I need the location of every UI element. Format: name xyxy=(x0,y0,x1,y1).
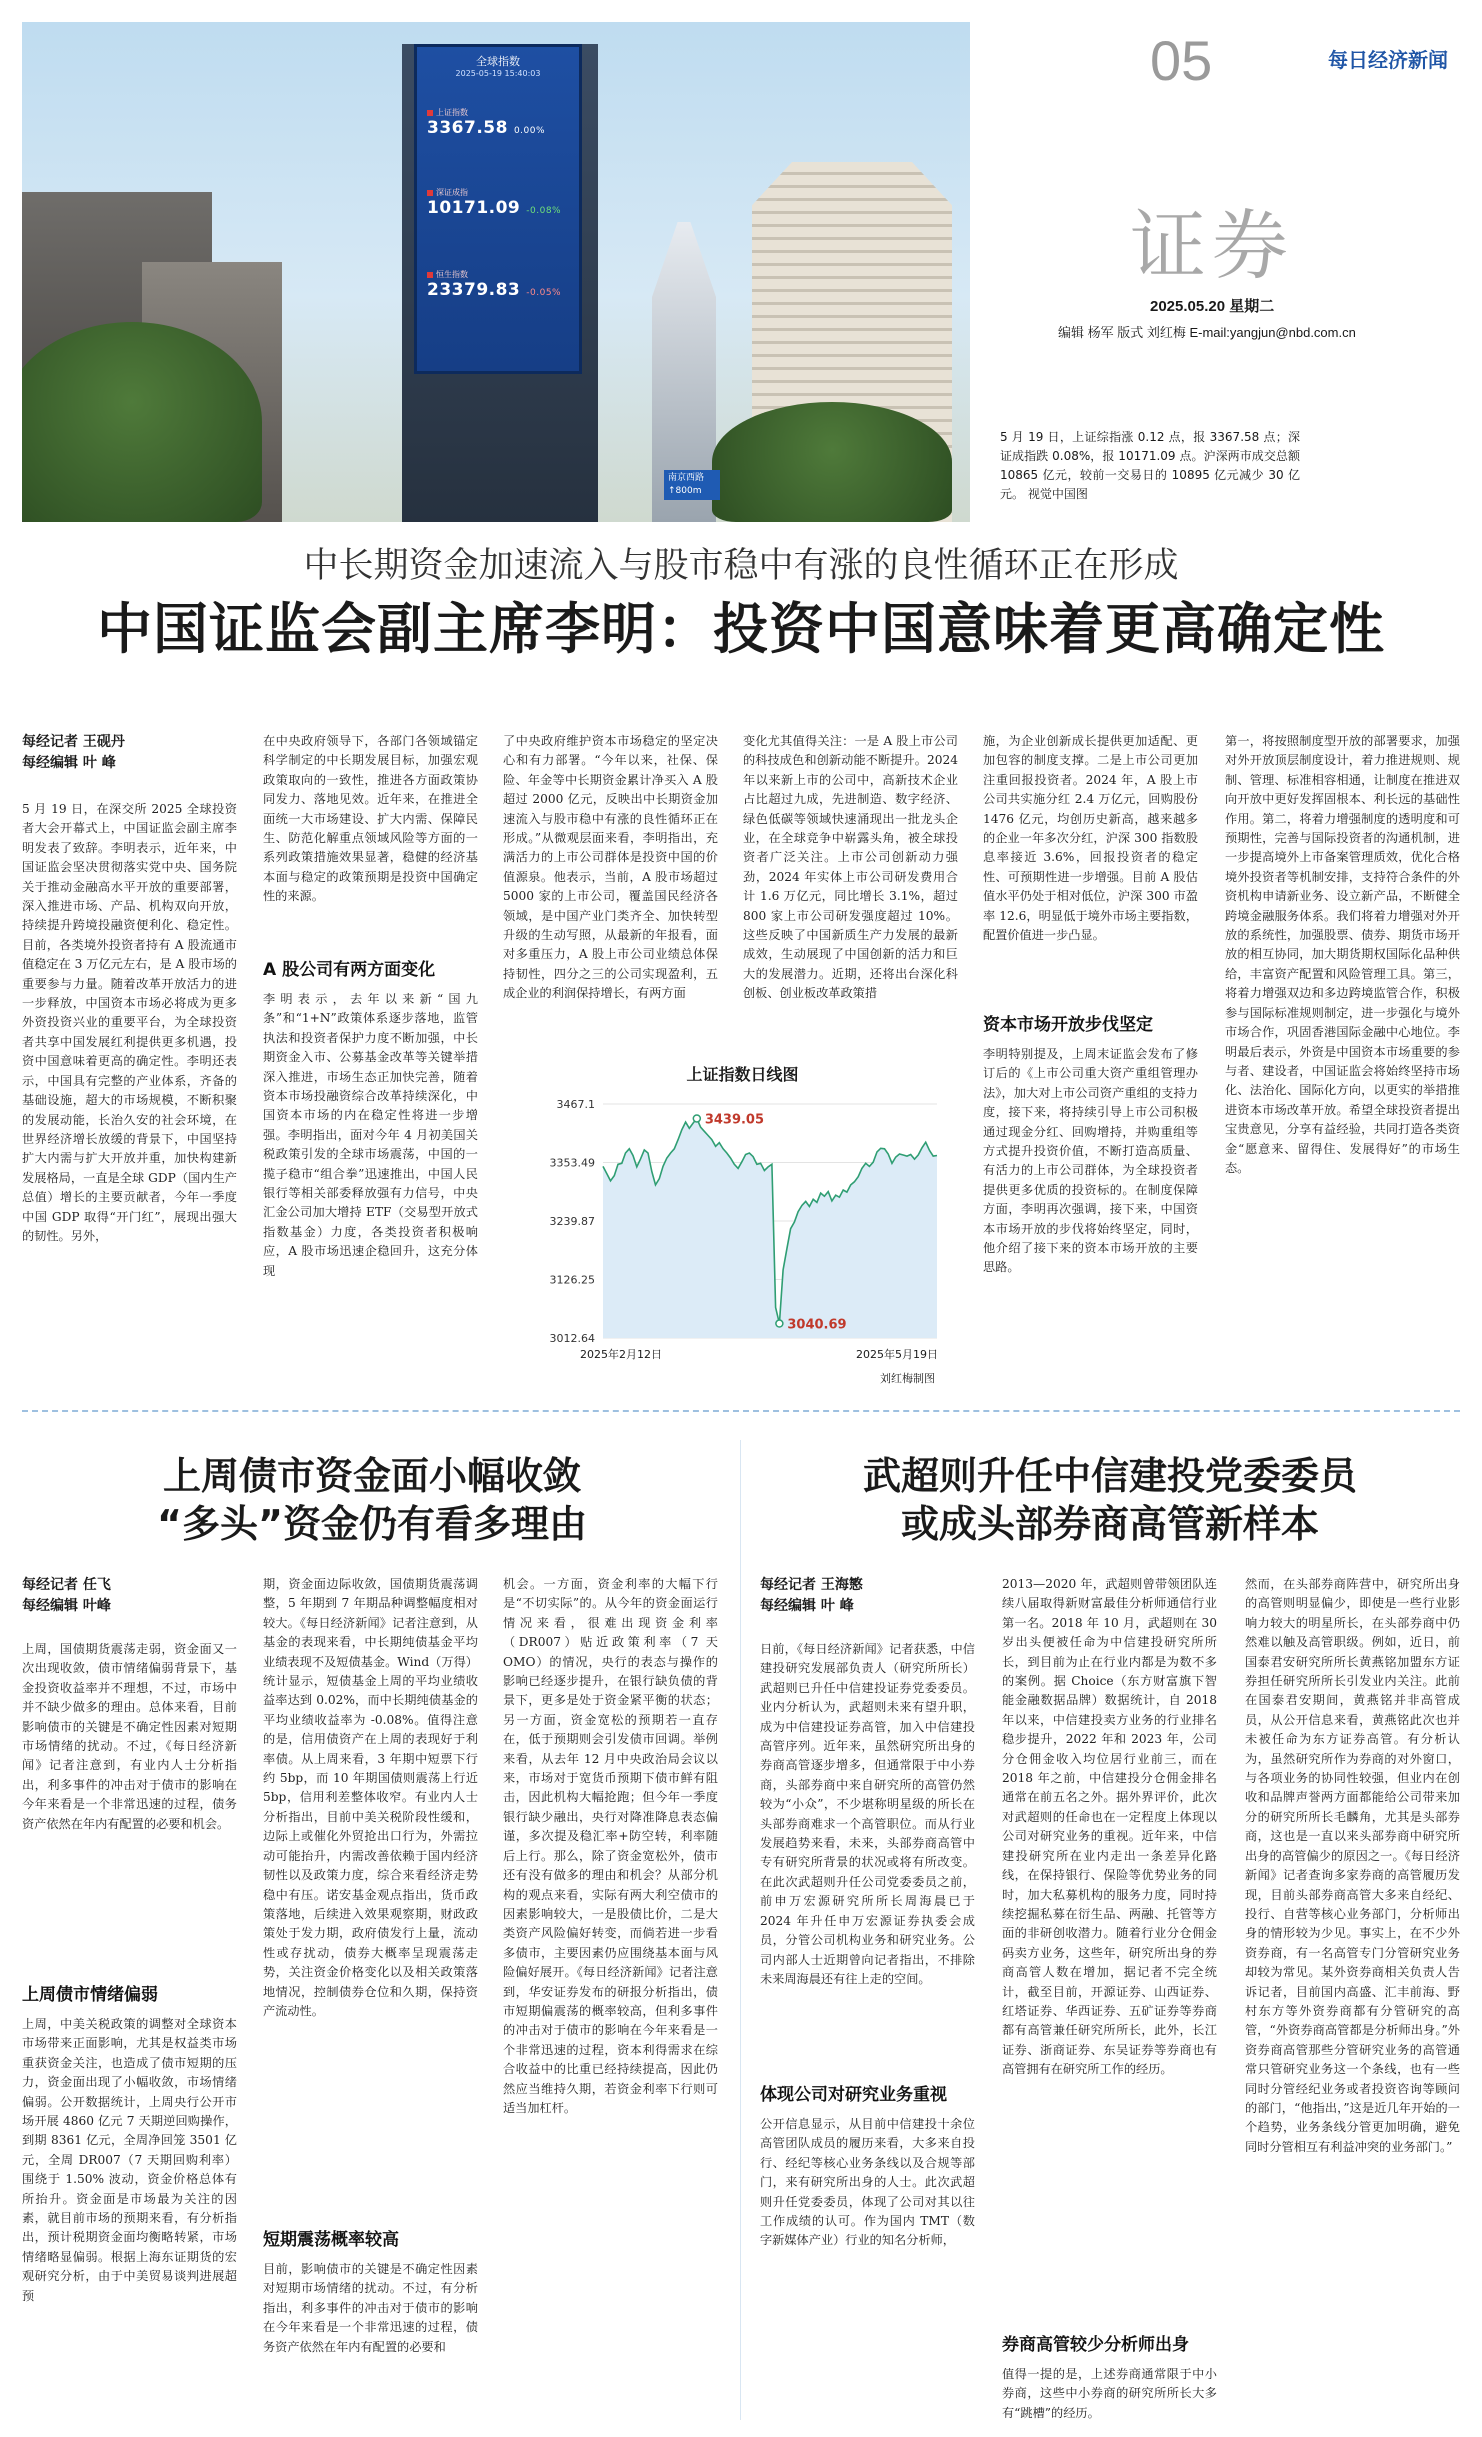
bonds-col3: 机会。一方面，资金利率的大幅下行是“不切实际”的。从今年的资金面运行情况来看，很难出现资金利率（DR007）贴近政策利率（7 天 OMO）的情况，央行的表态与操作的影响已经逐步提升，在银行缺负债的背景下，更多是处于资金紧平衡的状态；另一方面，资金宽松的预期若一直存在，低于预期则会引发债市回调。举例来看，从去年 12 月中央政治局会议以来，市场对于宽货币预期下债市鲜有阻击，因此机构大幅抢跑；但今年一季度银行缺少融出，央行对降准降息表态偏谨，多次提及稳汇率+防空转，利率随后上行。那么，除了资金宽松外，债市还有没有做多的理由和机会？从部分机构的观点来看，实际有两大利空债市的因素影响较大，一是股债比价，二是大类资产风险偏好转变，而倘若进一步看多债市，主要因素仍应围绕基本面与风险偏好展开。《每日经济新闻》记者注意到，华安证券发布的研报分析指出，债市短期偏震荡的概率较高，但利多事件的冲击对于债市的影响在今年来看是一个非常迅速的过程，资本利得需求在综合收益中的比重已经持续提高，因此仍然应当维持久期，若资金利率下行则可适当加杠杆。 xyxy=(503,1577,718,2115)
chart-x-end: 2025年5月19日 xyxy=(856,1348,938,1361)
lead-subhead: 中长期资金加速流入与股市稳中有涨的良性循环正在形成 xyxy=(303,546,1179,586)
bonds-col1b: 上周，中美关税政策的调整对全球资本市场带来正面影响，尤其是权益类市场重获资金关注，也造成了债市短期的压力，资金面出现了小幅收敛，市场情绪偏弱。公开数据统计，上周央行公开市场开展 4860 亿元 7 天期逆回购操作，到期 8361 亿元，全周净回笼 3501 亿元，全周 DR007（7 天期回购利率）围绕于 1.50% 波动，资金价格总体有所抬升。资金面是市场最为关注的因素，就目前市场的预期来看，有分析指出，预计税期资金面均衡略转紧，市场情绪略显偏弱。根据上海东证期货的宏观研究分析，由于中美贸易谈判进展超预 xyxy=(22,2017,237,2303)
bonds-subhead-a: 上周债市情绪偏弱 xyxy=(22,1985,158,2005)
chart-annotation-point xyxy=(776,1320,783,1327)
chart-annotation-label: 3439.05 xyxy=(704,1112,765,1128)
editors-line: 编辑 杨军 版式 刘红梅 E-mail:yangjun@nbd.com.cn xyxy=(1058,325,1356,340)
bonds-headline-2: “多头”资金仍有看多理由 xyxy=(157,1502,587,1546)
lead-headline: 中国证监会副主席李明：投资中国意味着更高确定性 xyxy=(96,597,1385,661)
issue-date: 2025.05.20 星期二 xyxy=(1150,298,1275,315)
chart-y-tick: 3353.49 xyxy=(549,1156,595,1170)
lead-col2b: 李明表示，去年以来新“国九条”和“1+N”政策体系逐步落地，监管执法和投资者保护力度不断加强，中长期资金入市、公募基金改革等关键举措深入推进，市场生态正加快完善，随着资本市场投融资综合改革持续深化，中国资本市场的内在稳定性将进一步增强。李明指出，面对今年 4 月初美国关税政策引发的全球市场震荡，中国的一揽子稳市“组合拳”迅速推出，中国人民银行等相关部委释放强有力信号，中央汇金公司加大增持 ETF（交易型开放式指数基金）力度，各类投资者积极响应，A 股市场迅速企稳回升，这充分体现 xyxy=(263,992,478,1278)
street-sign: 南京西路 ↑800m xyxy=(664,470,720,500)
brokers-col1a: 日前，《每日经济新闻》记者获悉，中信建投研究发展部负责人（研究所所长）武超则已升任中信建投证券党委委员。业内分析认为，武超则未来有望升职，成为中信建投证券高管，加入中信建投高管序列。近年来，虽然研究所出身的券商高管逐步增多，但通常限于中小券商，头部券商中来自研究所的高管仍然较为“小众”，不少堪称明星级的所长在头部券商难求一个高管职位。而从行业发展趋势来看，未来，头部券商高管中专有研究所背景的状况或将有所改变。在此次武超则升任公司党委委员之前，前申万宏源研究所所长周海晨已于 2024 年升任申万宏源证券执委会成员，分管公司机构业务和研究业务。公司内部人士近期曾向记者指出，不排除未来周海晨还有往上走的空间。 xyxy=(760,1642,975,1986)
bonds-byline: 每经记者 任飞 每经编辑 叶峰 xyxy=(22,1577,111,1614)
bonds-col1a: 上周，国债期货震荡走弱，资金面又一次出现收敛，债市情绪偏弱背景下，基金投资收益率并不理想，不过，市场中并不缺少做多的理由。总体来看，目前影响债市的关键是不确定性因素对短期市场情绪的扰动。不过，《每日经济新闻》记者注意到，有业内人士分析指出，利多事件的冲击对于债市的影响在今年来看是一个非常迅速的过程，债务资产依然在年内有配置的必要和机会。 xyxy=(22,1642,237,1831)
tree-right xyxy=(712,402,952,522)
bonds-subhead-b: 短期震荡概率较高 xyxy=(263,2230,399,2250)
lead-col5a: 施，为企业创新成长提供更加适配、更加包容的制度支撑。二是上市公司更加注重回报投资者。2024 年，A 股上市公司共实施分红 2.4 万亿元，回购股份 1476 亿元，均创历史新高，越来越多的企业一年多次分红，沪深 300 指数股息率接近 3.6%，回报投资者的稳定性、可预期性进一步增强。目前 A 股估值水平仍处于相对低位，沪深 300 市盈率 12.6，明显低于境外市场主要指数，配置价值进一步凸显。 xyxy=(983,734,1198,943)
lead-subhead-b: 资本市场开放步伐坚定 xyxy=(983,1015,1153,1035)
lead-col4a: 变化尤其值得关注：一是 A 股上市公司的科技成色和创新动能不断提升。2024 年以来新上市的公司中，高新技术企业占比超过九成，先进制造、数字经济、绿色低碳等领域快速涌现出一批龙头企业，在全球竞争中崭露头角，被全球投资者广泛关注。上市公司创新动力强劲，2024 年实体上市公司研发费用合计 1.6 万亿元，同比增长 3.1%，超过 800 家上市公司研发强度超过 10%。这些反映了中国新质生产力发展的最新成效，生动展现了中国创新的活力和巨大的发展潜力。近期，还将出台深化科创板、创业板改革政策措 xyxy=(743,734,958,1001)
index-screen xyxy=(414,44,582,374)
brokers-col2b: 值得一提的是，上述券商通常限于中小券商，这些中小券商的研究所所长大多有“跳槽”的经历。 xyxy=(1002,2367,1217,2420)
brokers-col1b: 公开信息显示，从目前中信建投十余位高管团队成员的履历来看，大多来自投行、经纪等核心业务条线以及合规等部门，来有研究所出身的人士。此次武超则升任党委委员，体现了公司对其以往工作成绩的认可。作为国内 TMT（数字新媒体产业）行业的知名分析师， xyxy=(760,2117,975,2248)
lead-col3a: 了中央政府维护资本市场稳定的坚定决心和有力部署。“今年以来，社保、保险、年金等中长期资金累计净买入 A 股超过 2000 亿元，反映出中长期资金加速流入与股市稳中有涨的良性循环正在形成。”从微观层面来看，李明指出，充满活力的上市公司群体是投资中国的价值源泉。他表示，当前，A 股市场超过 5000 家的上市公司，覆盖国民经济各领域，是中国产业门类齐全、加快转型升级的生动写照，从最新的年报看，面对多重压力，A 股上市公司业绩总体保持韧性，四分之三的公司实现盈利，五成企业的利润保持增长，有两方面 xyxy=(503,734,718,1001)
screen-date: 2025-05-19 15:40:03 xyxy=(455,69,541,78)
news-photo xyxy=(22,22,970,522)
lead-col2a: 在中央政府领导下，各部门各领域锚定科学制定的中长期发展目标，加强宏观政策取向的一致性，推进各方面政策协同发力、落地见效。近年来，在推进全面统一大市场建设、扩大内需、保障民生、防范化解重点领域风险等方面的一系列政策措施效果显著，稳健的经济基本面与稳定的政策预期是投资中国确定性的来源。 xyxy=(263,734,478,904)
chart-y-tick: 3012.64 xyxy=(549,1332,595,1345)
tree-left xyxy=(22,322,262,522)
chart-annotation-label: 3040.69 xyxy=(787,1317,847,1333)
chart-y-tick: 3239.87 xyxy=(549,1215,595,1228)
brokers-byline: 每经记者 王海慜 每经编辑 叶 峰 xyxy=(760,1577,863,1614)
chart-svg xyxy=(535,1088,950,1388)
screen-index-3: 恒生指数 23379.83 -0.05% xyxy=(427,270,562,300)
lead-col5b: 李明特别提及，上周末证监会发布了修订后的《上市公司重大资产重组管理办法》，加大对上市公司资产重组的支持力度，接下来，将持续引导上市公司积极通过现金分红、回购增持，并购重组等方式提升投资价值，不断打造高质量、有活力的上市公司群体，为全球投资者提供更多优质的投资标的。在制度保障方面，李明再次强调，接下来，中国资本市场开放的步伐将始终坚定，同时，他介绍了接下来的资本市场开放的主要思路。 xyxy=(983,1047,1198,1275)
chart-title: 上证指数日线图 xyxy=(686,1065,799,1084)
page-number: 05 xyxy=(1150,29,1213,92)
brokers-col2a: 2013—2020 年，武超则曾带领团队连续八届取得新财富最佳分析师通信行业第一名。2018 年 10 月，武超则在 30 岁出头便被任命为中信建投研究所所长，到目前为止在行业内都是为数不多的案例。据 Choice（东方财富旗下智能金融数据品牌）数据统计，自 2018 年以来，中信建投卖方业务的行业排名稳步提升，2022 年和 2023 年，公司分仓佣金收入均位居行业前三，而在 2018 年之前，中信建投分仓佣金排名通常在前五名之外。据外界评价，此次对武超则的任命也在一定程度上体现以公司对研究业务的重视。近年来，中信建投研究所在业内走出一条差异化路线，在保持银行、保险等优势业务的同时，加大私募机构的服务力度，同时持续挖掘私募在衍生品、两融、托管等方面的非研创收潜力。随着行业分仓佣金码卖方业务，这些年，研究所出身的券商高管人数在增加，据记者不完全统计，截至目前，开源证券、山西证券、红塔证券、华西证券、五矿证券等券商都有高管兼任研究所所长，此外，长江证券、浙商证券、东吴证券等券商也有高管拥有在研究所工作的经历。 xyxy=(1002,1577,1217,2077)
screen-index-2: 深证成指 10171.09 -0.08% xyxy=(427,188,562,218)
bonds-col2b: 目前，影响债市的关键是不确定性因素对短期市场情绪的扰动。不过，有分析指出，利多事件的冲击对于债市的影响在今年来看是一个非常迅速的过程，债务资产依然在年内有配置的必要和 xyxy=(263,2262,478,2354)
lead-col6a: 第一，将按照制度型开放的部署要求，加强对外开放顶层制度设计，着力推进规则、规制、管理、标准相容相通，让制度在推进双向开放中更好发挥固根本、利长远的基础性作用。第二，将着力增强制度的透明度和可预期性，完善与国际投资者的沟通机制，进一步提高境外上市备案管理质效，优化合格境外投资者等机制安排，支持符合条件的外资机构申请新业务、设立新产品，不断健全跨境金融服务体系。我们将着力增强对外开放的系统性，加强股票、债券、期货市场开放的相互协同，加大期货期权国际化品种供给，丰富资产配置和风险管理工具。第三，将着力增强双边和多边跨境监管合作，积极参与国际标准规则制定，进一步强化与境外市场合作，巩固香港国际金融中心地位。李明最后表示，外资是中国资本市场重要的参与者、建设者，中国证监会将始终坚持市场化、法治化、国际化方向，以更实的举措推进资本市场改革开放。希望全球投资者提出宝贵意见，分享有益经验，共同打造各类资金“愿意来、留得住、发展得好”的市场生态。 xyxy=(1225,734,1460,1175)
lead-subhead-a: A 股公司有两方面变化 xyxy=(263,960,436,980)
paper-name: 每日经济新闻 xyxy=(1328,48,1448,72)
brokers-subhead-b: 券商高管较少分析师出身 xyxy=(1002,2335,1189,2355)
screen-index-1: 上证指数 3367.58 0.00% xyxy=(427,108,546,138)
photo-caption: 5 月 19 日，上证综指涨 0.12 点，报 3367.58 点；深证成指跌 0.08%，报 10171.09 点。沪深两市成交总额 10865 亿元，较前一交易日的 10895 亿元减少 30 亿元。 视觉中国图 xyxy=(1000,430,1300,501)
lead-col1: 5 月 19 日，在深交所 2025 全球投资者大会开幕式上，中国证监会副主席李明发表了致辞。李明表示，近年来，中国证监会坚决贯彻落实党中央、国务院关于推动金融高水平开放的重要部署，深入推进市场、产品、机构双向开放，持续提升跨境投融资便利化、稳定性。目前，各类境外投资者持有 A 股流通市值稳定在 3 万亿元左右，是 A 股市场的重要参与力量。随着改革开放活力的进一步释放，中国资本市场必将成为更多外资投资兴业的重要平台，为全球投资者共享中国发展红利提供更多机遇，投资中国意味着更高的确定性。李明还表示，中国具有完整的产业体系，齐备的基础设施，超大的市场规模，不断积聚的发展动能，长治久安的社会环境，在世界经济增长放缓的背景下，中国坚持扩大内需与扩大开放并重，加快构建新发展格局，一直是全球 GDP（国内生产总值）增长的主要贡献者，今年一季度中国 GDP 取得“开门红”，展现出强大的韧性。另外， xyxy=(22,802,237,1243)
brokers-col3: 然而，在头部券商阵营中，研究所出身的高管则明显偏少，即使是一些行业影响力较大的明星所长，在头部券商中仍然难以触及高管职级。例如，近日，前国泰君安研究所所长黄燕铭加盟东方证券担任研究所所长引发业内关注。此前在国泰君安期间，黄燕铭并非高管成员，从公开信息来看，黄燕铭此次也并未被任命为东方证券高管。有分析认为，虽然研究所作为券商的对外窗口，与各项业务的协同性较强，但业内在创收和品牌声誉两方面都能给公司带来加分的研究所所长毛麟角，尤其是头部券商，这也是一直以来头部券商中研究所出身的高管偏少的原因之一。《每日经济新闻》记者查询多家券商的高管履历发现，目前头部券商高管大多来自经纪、投行、自营等核心业务部门，分析师出身的情形较为少见。事实上，在不少外资券商，有一名高管专门分管研究业务却较为常见。某外资券商相关负责人告诉记者，目前国内高盛、汇丰前海、野村东方等外资券商都有分管研究的高管，“外资券商高管都是分析师出身。”外资券商高管那些分管研究业务的高管通常只管研究业务这一个条线，也有一些同时分管经纪业务或者投资咨询等顾问的部门，“他指出，”这是近几年开始的一个趋势，业务条线分管更加明确，避免同时分管相互有利益冲突的业务部门。” xyxy=(1245,1577,1460,2154)
bonds-col2a: 期，资金面边际收敛，国债期货震荡调整，5 年期到 7 年期品种调整幅度相对较大。《每日经济新闻》记者注意到，从基金的表现来看，中长期纯债基金平均业绩表现不及短债基金。Wind（万得）统计显示，短债基金上周的平均业绩收益率达到 0.02%，而中长期纯债基金的平均业绩收益率为 -0.08%。值得注意的是，信用债资产在上周的表现好于利率债。从上周来看，3 年期中短票下行约 5bp，而 10 年期国债则震荡上行近 5bp，信用利差整体收窄。有业内人士分析指出，目前中美关税阶段性缓和，边际上或催化外贸抢出口行为，外需拉动可能抬升，内需改善依赖于国内经济韧性以及政策力度，综合来看经济走势稳中有压。诺安基金观点指出，货币政策落地，后续进入效果观察期，财政政策处于发力期，政府债发行上量，流动性或存扰动，债券大概率呈现震荡走势，关注资金价格变化以及相关政策落地情况，控制债券仓位和久期，保持资产流动性。 xyxy=(263,1577,478,2018)
section-title: 证券 xyxy=(1130,201,1294,290)
chart-y-tick: 3126.25 xyxy=(549,1273,595,1287)
brokers-subhead-a: 体现公司对研究业务重视 xyxy=(760,2085,947,2105)
section-divider xyxy=(22,1410,1460,1412)
chart-y-tick: 3467.1 xyxy=(556,1098,595,1111)
chart-source: 刘红梅制图 xyxy=(880,1372,935,1385)
story-divider xyxy=(740,1440,741,2420)
chart-annotation-point xyxy=(693,1115,700,1122)
brokers-headline-2: 或成头部券商高管新样本 xyxy=(900,1502,1319,1546)
lead-byline: 每经记者 王砚丹 每经编辑 叶 峰 xyxy=(22,734,125,771)
brokers-headline-1: 武超则升任中信建投党委委员 xyxy=(862,1454,1357,1498)
bonds-headline-1: 上周债市资金面小幅收敛 xyxy=(162,1454,581,1498)
screen-title: 全球指数 xyxy=(476,55,520,68)
chart-x-start: 2025年2月12日 xyxy=(580,1348,662,1361)
